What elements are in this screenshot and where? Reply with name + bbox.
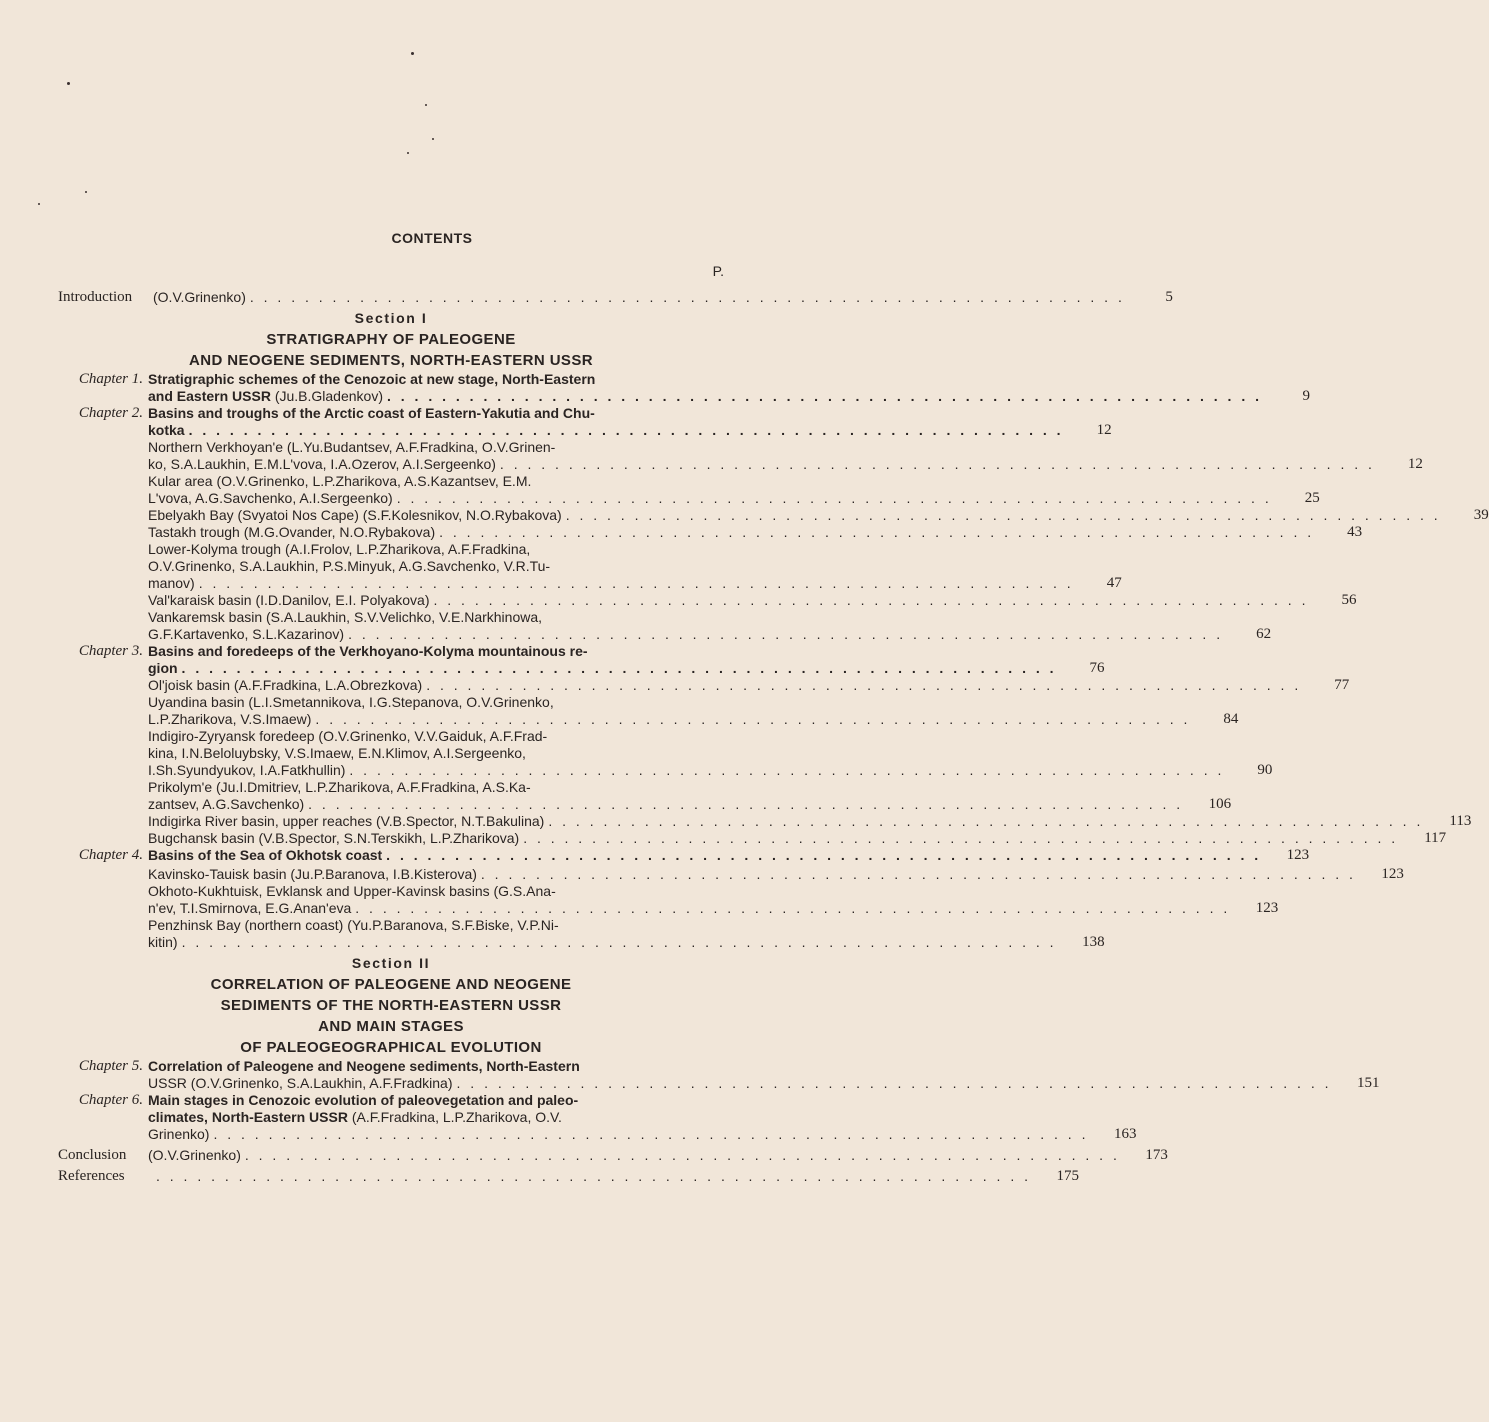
chapter-heading: Basins and foredeeps of the Verkhoyano-Kolyma mountainous re- xyxy=(148,643,588,659)
entry-line: Prikolym'e (Ju.I.Dmitriev, L.P.Zharikova, A.F.Fradkina, A.S.Ka- xyxy=(148,779,531,795)
page-number: 113 xyxy=(1449,813,1472,829)
page-number: 173 xyxy=(1145,1147,1168,1163)
page-number: 76 xyxy=(1089,660,1105,676)
toc-entry-chapter-6[interactable] xyxy=(58,1092,1137,1143)
toc-entry[interactable] xyxy=(58,507,1489,524)
page-number: 39 xyxy=(1473,507,1489,523)
page-number: 117 xyxy=(1424,830,1447,846)
entry-line-end: ko, S.A.Laukhin, E.M.L'vova, I.A.Ozerov, A.I.Sergeenko) xyxy=(148,456,496,472)
page-number: 43 xyxy=(1347,524,1363,540)
page-number: 47 xyxy=(1106,575,1122,591)
toc-entry[interactable] xyxy=(58,473,1320,507)
section-title-line: AND MAIN STAGES xyxy=(318,1018,464,1035)
toc-entry[interactable] xyxy=(58,830,1447,847)
toc-entry-chapter-4[interactable] xyxy=(58,847,1310,864)
paper-speck xyxy=(432,138,434,140)
page-number: 56 xyxy=(1341,592,1357,608)
toc-entry[interactable] xyxy=(58,677,1350,694)
entry-line: kina, I.N.Beloluybsky, V.S.Imaew, E.N.Klimov, A.I.Sergeenko, xyxy=(148,745,526,761)
entry-line: Penzhinsk Bay (northern coast) (Yu.P.Baranova, S.F.Biske, V.P.Ni- xyxy=(148,917,559,933)
toc-entry-introduction[interactable] xyxy=(58,289,1173,306)
section-1-heading xyxy=(58,308,724,371)
entry-line-end: kitin) xyxy=(148,934,178,950)
chapter-heading: Correlation of Paleogene and Neogene sediments, North-Eastern xyxy=(148,1058,580,1074)
section-label: Section I xyxy=(354,310,428,326)
entry-text: (O.V.Grinenko) xyxy=(148,1147,241,1163)
entry-line-end: L'vova, A.G.Savchenko, A.I.Sergeenko) xyxy=(148,490,393,506)
toc-entry[interactable] xyxy=(58,917,1105,951)
entry-line-end: manov) xyxy=(148,575,195,591)
page-number: 25 xyxy=(1304,490,1320,506)
entry-line-end: L.P.Zharikova, V.S.Imaew) xyxy=(148,711,312,727)
entry-text: (O.V.Grinenko) xyxy=(153,289,246,305)
page-number: 90 xyxy=(1257,762,1273,778)
entry-line-end: Bugchansk basin (V.B.Spector, S.N.Terskikh, L.P.Zharikova) xyxy=(148,830,520,846)
toc-entry[interactable] xyxy=(58,866,1404,883)
entry-label: References xyxy=(58,1168,125,1184)
paper-speck xyxy=(85,191,87,193)
page-number: 123 xyxy=(1381,866,1404,882)
page-number: 62 xyxy=(1256,626,1272,642)
page-number: 138 xyxy=(1082,934,1105,950)
page-number: 123 xyxy=(1286,847,1310,863)
entry-line-end: Tastakh trough (M.G.Ovander, N.O.Rybakova) xyxy=(148,524,436,540)
chapter-heading-end: and Eastern USSR xyxy=(148,388,271,404)
entry-line: Lower-Kolyma trough (A.I.Frolov, L.P.Zharikova, A.F.Fradkina, xyxy=(148,541,531,557)
entry-line: Okhoto-Kukhtuisk, Evklansk and Upper-Kavinsk basins (G.S.Ana- xyxy=(148,883,556,899)
chapter-label: Chapter 1. xyxy=(78,371,143,387)
chapter-authors: (A.F.Fradkina, L.P.Zharikova, O.V. xyxy=(351,1109,562,1125)
chapter-heading-end: Grinenko) xyxy=(148,1126,210,1142)
page-number: 175 xyxy=(1056,1168,1079,1184)
paper-speck xyxy=(38,203,40,205)
toc-entry[interactable] xyxy=(58,439,1423,473)
chapter-heading: Basins and troughs of the Arctic coast of Eastern-Yakutia and Chu- xyxy=(148,405,595,421)
entry-line: Uyandina basin (L.I.Smetannikova, I.G.Stepanova, O.V.Grinenko, xyxy=(148,694,554,710)
entry-line-end: Val'karaisk basin (I.D.Danilov, E.I. Polyakova) xyxy=(148,592,430,608)
section-title-line: CORRELATION OF PALEOGENE AND NEOGENE xyxy=(210,976,572,993)
toc-entry[interactable] xyxy=(58,609,1272,643)
entry-line: Northern Verkhoyan'e (L.Yu.Budantsev, A.F.Fradkina, O.V.Grinen- xyxy=(148,439,556,455)
chapter-label: Chapter 4. xyxy=(78,847,143,863)
toc-entry-chapter-5[interactable] xyxy=(58,1058,1380,1092)
entry-line-end: Ebelyakh Bay (Svyatoi Nos Cape) (S.F.Kolesnikov, N.O.Rybakova) xyxy=(148,507,562,523)
table-of-contents xyxy=(58,289,1489,1185)
entry-line-end: Indigirka River basin, upper reaches (V.B.Spector, N.T.Bakulina) xyxy=(148,813,545,829)
section-title-line: SEDIMENTS OF THE NORTH-EASTERN USSR xyxy=(220,997,562,1014)
chapter-label: Chapter 2. xyxy=(78,405,143,421)
entry-line: O.V.Grinenko, S.A.Laukhin, P.S.Minyuk, A.G.Savchenko, V.R.Tu- xyxy=(148,558,551,574)
toc-entry-references[interactable] xyxy=(58,1168,1079,1185)
chapter-heading-end: Basins of the Sea of Okhotsk coast xyxy=(148,847,383,863)
paper-speck xyxy=(425,104,427,106)
page-number: 163 xyxy=(1113,1126,1137,1142)
page-number: 9 xyxy=(1302,388,1310,404)
page-column-label: P. xyxy=(712,263,724,279)
page-number: 84 xyxy=(1223,711,1239,727)
section-label: Section II xyxy=(351,955,431,971)
toc-entry[interactable] xyxy=(58,779,1232,813)
entry-label: Introduction xyxy=(58,289,133,305)
toc-entry[interactable] xyxy=(58,524,1363,541)
entry-line-end: I.Sh.Syundyukov, I.A.Fatkhullin) xyxy=(148,762,346,778)
chapter-label: Chapter 6. xyxy=(78,1092,143,1108)
toc-entry[interactable] xyxy=(58,541,1122,592)
chapter-heading: Stratigraphic schemes of the Cenozoic at new stage, North-Eastern xyxy=(148,371,596,387)
page-number: 123 xyxy=(1255,900,1279,916)
toc-entry[interactable] xyxy=(58,694,1239,728)
section-title-line: OF PALEOGEOGRAPHICAL EVOLUTION xyxy=(240,1039,542,1056)
paper-speck xyxy=(67,82,70,85)
entry-line-end: G.F.Kartavenko, S.L.Kazarinov) xyxy=(148,626,345,642)
chapter-heading-end: USSR (O.V.Grinenko, S.A.Laukhin, A.F.Fradkina) xyxy=(148,1075,453,1091)
page-number: 106 xyxy=(1208,796,1232,812)
section-title-line: STRATIGRAPHY OF PALEOGENE xyxy=(266,331,516,348)
entry-line: Indigiro-Zyryansk foredeep (O.V.Grinenko, V.V.Gaiduk, A.F.Frad- xyxy=(148,728,548,744)
page-title: CONTENTS xyxy=(391,230,473,246)
entry-line-end: zantsev, A.G.Savchenko) xyxy=(148,796,305,812)
entry-line: Kular area (O.V.Grinenko, L.P.Zharikova, A.S.Kazantsev, E.M. xyxy=(148,473,532,489)
chapter-heading-end: gion xyxy=(148,660,178,676)
page-number: 77 xyxy=(1334,677,1350,693)
toc-entry[interactable] xyxy=(58,728,1273,779)
paper-speck xyxy=(407,152,409,154)
toc-entry[interactable] xyxy=(58,883,1279,917)
entry-line-end: Kavinsko-Tauisk basin (Ju.P.Baranova, I.B.Kisterova) xyxy=(148,866,477,882)
toc-entry-chapter-1[interactable] xyxy=(58,371,1310,405)
section-title-line: AND NEOGENE SEDIMENTS, NORTH-EASTERN USSR xyxy=(189,352,593,369)
section-2-heading xyxy=(58,953,724,1058)
page-number: 151 xyxy=(1357,1075,1380,1091)
paper-speck xyxy=(411,52,414,55)
toc-entry-chapter-2[interactable] xyxy=(58,405,1112,439)
chapter-heading-bold: climates, North-Eastern USSR xyxy=(148,1109,348,1125)
toc-entry-chapter-3[interactable] xyxy=(58,643,1105,677)
page-number: 5 xyxy=(1165,289,1173,305)
chapter-label: Chapter 3. xyxy=(78,643,143,659)
entry-line: Vankaremsk basin (S.A.Laukhin, S.V.Velichko, V.E.Narkhinowa, xyxy=(148,609,543,625)
chapter-label: Chapter 5. xyxy=(78,1058,143,1074)
toc-entry[interactable] xyxy=(58,813,1472,830)
entry-line-end: Ol'joisk basin (A.F.Fradkina, L.A.Obrezkova) xyxy=(148,677,423,693)
page-number: 12 xyxy=(1407,456,1423,472)
page-number: 12 xyxy=(1096,422,1112,438)
entry-label: Conclusion xyxy=(58,1147,127,1163)
chapter-heading: Main stages in Cenozoic evolution of paleovegetation and paleo- xyxy=(148,1092,579,1108)
toc-entry[interactable] xyxy=(58,592,1357,609)
chapter-authors: (Ju.B.Gladenkov) xyxy=(274,388,383,404)
toc-entry-conclusion[interactable] xyxy=(58,1147,1168,1164)
entry-line-end: n'ev, T.I.Smirnova, E.G.Anan'eva xyxy=(148,900,352,916)
chapter-heading-end: kotka xyxy=(148,422,185,438)
